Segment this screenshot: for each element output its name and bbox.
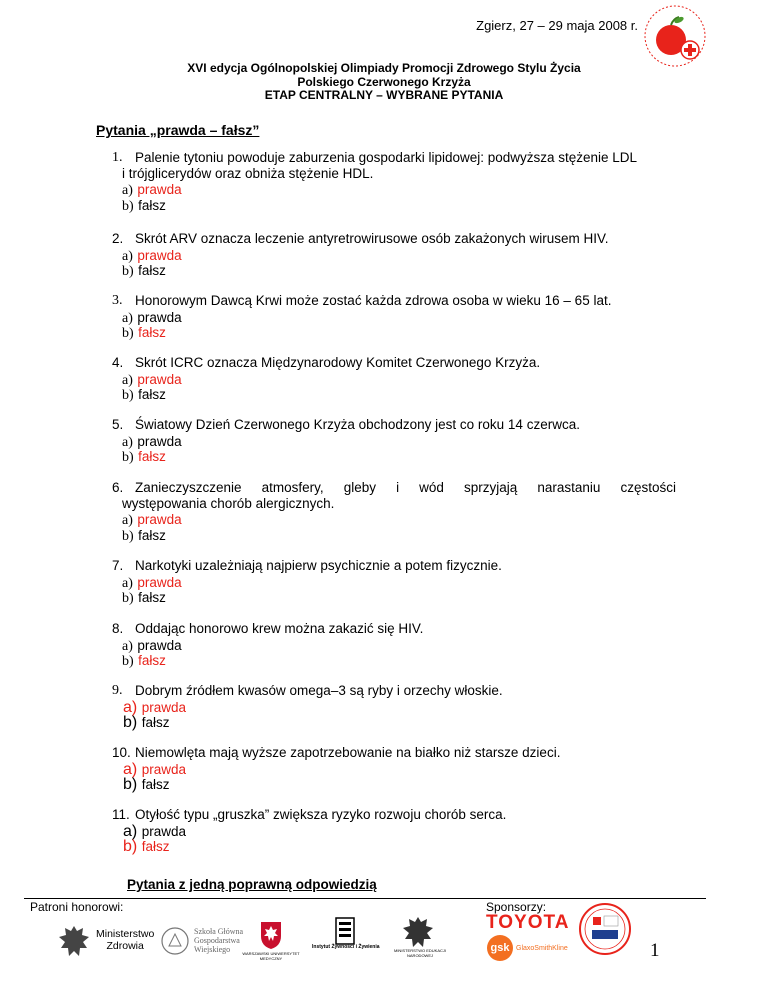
question-text: występowania chorób alergicznych. [122,495,335,511]
option-letter: b) [122,528,134,544]
option-text: prawda [137,574,182,590]
option-text: prawda [137,637,182,653]
document-header [0,62,768,103]
option-letter: b) [123,714,138,731]
option-letter: a) [123,822,138,840]
option-b [123,838,169,856]
option-b [122,262,166,280]
option-text: prawda [141,761,186,777]
option-text: fałsz [138,653,166,668]
option-text: fałsz [138,263,166,278]
question-number: 3. [112,293,123,308]
question-text: Honorowym Dawcą Krwi może zostać każda zdrowa osoba w wieku 16 – 65 lat. [135,293,612,308]
ministry-education-label: MINISTERSTWO EDUKACJI NARODOWEJ [393,948,446,958]
izz-label: Instytut Żywności i Żywienia [312,944,380,950]
question-text: Światowy Dzień Czerwonego Krzyża obchodzony jest co roku 14 czerwca. [135,417,580,432]
header-line-2: Polskiego Czerwonego Krzyża [297,74,471,89]
option-letter: b) [122,591,134,606]
option-text: prawda [137,309,182,325]
option-b [122,589,166,607]
option-b [123,714,169,732]
question-number: 4. [112,355,124,370]
option-letter: b) [122,450,134,465]
option-b [122,386,166,404]
option-text: prawda [137,371,182,387]
partner-seal-icon [578,902,632,956]
option-letter: a) [122,310,133,326]
option-text: fałsz [138,449,166,464]
option-text: fałsz [138,590,166,605]
option-letter: b) [123,838,138,855]
wum-label: WARSZAWSKI UNIWERSYTET MEDYCZNY [242,951,300,961]
gsk-logo: gsk [487,935,513,961]
option-text: fałsz [141,715,170,730]
gsk-label: GlaxoSmithKline [516,945,568,952]
ministry-health-label: Ministerstwo Zdrowia [96,928,155,952]
option-b [122,324,166,342]
question-text: Narkotyki uzależniają najpierw psychicznie a potem fizycznie. [135,558,502,573]
question-text: Niemowlęta mają wyższe zapotrzebowanie na białko niż starsze dzieci. [135,745,561,760]
sggw-label: Szkoła Główna Gospodarstwa Wiejskiego [194,927,244,954]
sponsors-label: Sponsorzy: [486,900,547,914]
section-title-true-false: Pytania „prawda – fałsz” [96,122,260,138]
option-text: fałsz [138,325,166,340]
option-text: fałsz [138,387,166,402]
option-letter: a) [122,638,133,654]
wum-emblem-icon [258,920,284,950]
izz-emblem-icon [334,916,356,946]
question-text: Palenie tytoniu powoduje zaburzenia gospodarki lipidowej: podwyższa stężenie LDL [135,150,638,165]
option-b [122,197,166,215]
option-text: fałsz [138,197,166,213]
question-number: 6. [112,480,124,495]
option-letter: b) [122,654,134,669]
option-letter: a) [122,372,133,388]
option-letter: a) [122,183,133,198]
option-letter: a) [122,513,133,528]
sggw-emblem-icon [160,924,190,958]
question-text: Oddając honorowo krew można zakazić się HIV. [135,621,424,636]
ministry-education-eagle-icon [400,914,436,950]
header-line-3: ETAP CENTRALNY – WYBRANE PYTANIA [264,88,504,102]
header-line-1: XVI edycja Ogólnopolskiej Olimpiady Promocji Zdrowego Stylu Życia [187,61,581,75]
option-b [123,776,169,794]
question-number: 7. [112,558,124,573]
page-number: 1 [650,940,660,961]
date-line: Zgierz, 27 – 29 maja 2008 r. [476,18,638,33]
option-text: fałsz [141,839,170,854]
option-b [122,527,166,545]
question-text: Skrót ICRC oznacza Międzynarodowy Komitet Czerwonego Krzyża. [135,355,541,370]
option-letter: a) [122,248,133,264]
option-letter: b) [122,388,134,403]
question-number: 2. [112,231,124,246]
option-text: fałsz [138,527,166,543]
option-letter: a) [122,575,133,591]
question-number: 9. [112,683,123,698]
option-text: prawda [141,699,186,715]
polish-eagle-icon [56,922,92,962]
section-title-single-choice: Pytania z jedną poprawną odpowiedzią [127,877,377,892]
question-text: Zanieczyszczenie atmosfery, gleby i wód sprzyjają narastaniu częstości [135,480,676,495]
question-number: 10. [112,745,131,760]
option-text: prawda [137,182,182,197]
option-text: prawda [137,247,182,263]
option-text: prawda [137,433,182,449]
question-text: i trójglicerydów oraz obniża stężenie HDL. [122,165,374,181]
option-letter: b) [123,776,138,793]
option-text: fałsz [141,777,170,792]
question-number: 1. [112,150,123,165]
olympiad-logo-icon [643,4,707,68]
option-letter: b) [122,198,134,214]
option-letter: a) [122,434,133,450]
question-number: 11. [112,807,130,822]
option-letter: b) [122,326,134,341]
question-number: 8. [112,621,124,636]
option-b [122,448,166,466]
option-b [122,652,166,670]
question-number: 5. [112,417,124,432]
patrons-label: Patroni honorowi: [30,900,124,914]
footer-divider [24,898,706,899]
option-letter: b) [122,264,134,279]
question-text: Dobrym źródłem kwasów omega–3 są ryby i orzechy włoskie. [135,683,503,698]
option-text: prawda [137,512,182,527]
option-letter: a) [123,760,138,778]
question-text: Otyłość typu „gruszka” zwiększa ryzyko rozwoju chorób serca. [135,807,507,822]
option-letter: a) [123,698,138,716]
option-text: prawda [141,823,186,839]
question-text: Skrót ARV oznacza leczenie antyretrowirusowe osób zakażonych wirusem HIV. [135,231,609,246]
toyota-logo: TOYOTA [486,912,570,933]
